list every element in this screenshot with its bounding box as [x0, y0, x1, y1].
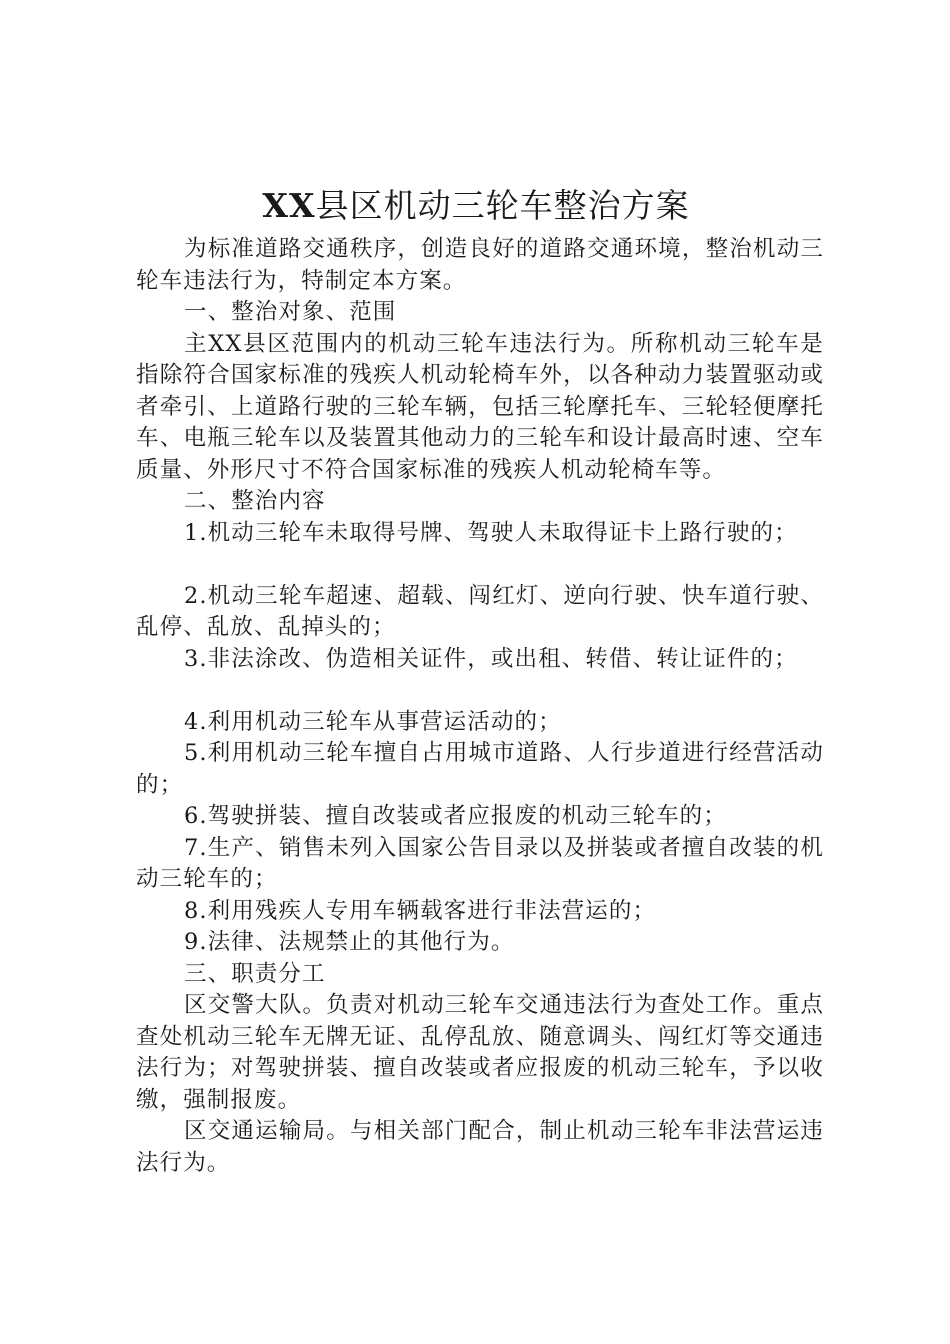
list-item-9: 9.法律、法规禁止的其他行为。	[184, 929, 515, 955]
section-heading-3: 三、职责分工	[184, 960, 326, 987]
intro-paragraph: 为标准道路交通秩序，创造良好的道路交通环境，整治机动三轮车违法行为，特制定本方案。	[136, 236, 824, 294]
transport-duty-paragraph: 区交通运输局。与相关部门配合，制止机动三轮车非法营运违法行为。	[136, 1118, 824, 1176]
list-item-1: 1.机动三轮车未取得号牌、驾驶人未取得证卡上路行驶的；	[184, 519, 798, 546]
blank-line	[136, 549, 836, 581]
list-item-8: 8.利用残疾人专用车辆载客进行非法营运的；	[184, 897, 657, 924]
list-item-3: 3.非法涂改、伪造相关证件，或出租、转借、转让证件的；	[184, 645, 798, 672]
title-rest: 县区机动三轮车整治方案	[315, 186, 690, 225]
scope-paragraph: 主XX县区范围内的机动三轮车违法行为。所称机动三轮车是指除符合国家标准的残疾人机动轮椅车外，以各种动力装置驱动或者牵引、上道路行驶的三轮车辆，包括三轮摩托车、三轮轻便摩托车、电瓶三轮车以及装置其他动力的三轮车和设计最高时速、空车质量、外形尺寸不符合国家标准的残疾人机动轮椅车等。	[136, 330, 824, 483]
police-duty-paragraph: 区交警大队。负责对机动三轮车交通违法行为查处工作。重点查处机动三轮车无牌无证、乱停乱放、随意调头、闯红灯等交通违法行为；对驾驶拼装、擅自改装或者应报废的机动三轮车，予以收缴，强制报废。	[136, 992, 824, 1113]
list-item-5: 5.利用机动三轮车擅自占用城市道路、人行步道进行经营活动的；	[136, 740, 824, 798]
list-item-2: 2.机动三轮车超速、超载、闯红灯、逆向行驶、快车道行驶、乱停、乱放、乱掉头的；	[136, 582, 824, 640]
document-title	[136, 180, 816, 232]
list-item-6: 6.驾驶拼装、擅自改装或者应报废的机动三轮车的；	[184, 803, 727, 829]
document-page	[136, 180, 836, 1179]
list-item-7: 7.生产、销售未列入国家公告目录以及拼装或者擅自改装的机动三轮车的；	[136, 834, 824, 892]
section-heading-2: 二、整治内容	[184, 488, 326, 514]
list-item-4: 4.利用机动三轮车从事营运活动的；	[184, 708, 562, 735]
section-heading-1: 一、整治对象、范围	[184, 299, 397, 325]
blank-line	[136, 675, 836, 707]
title-prefix: XX	[262, 186, 316, 225]
